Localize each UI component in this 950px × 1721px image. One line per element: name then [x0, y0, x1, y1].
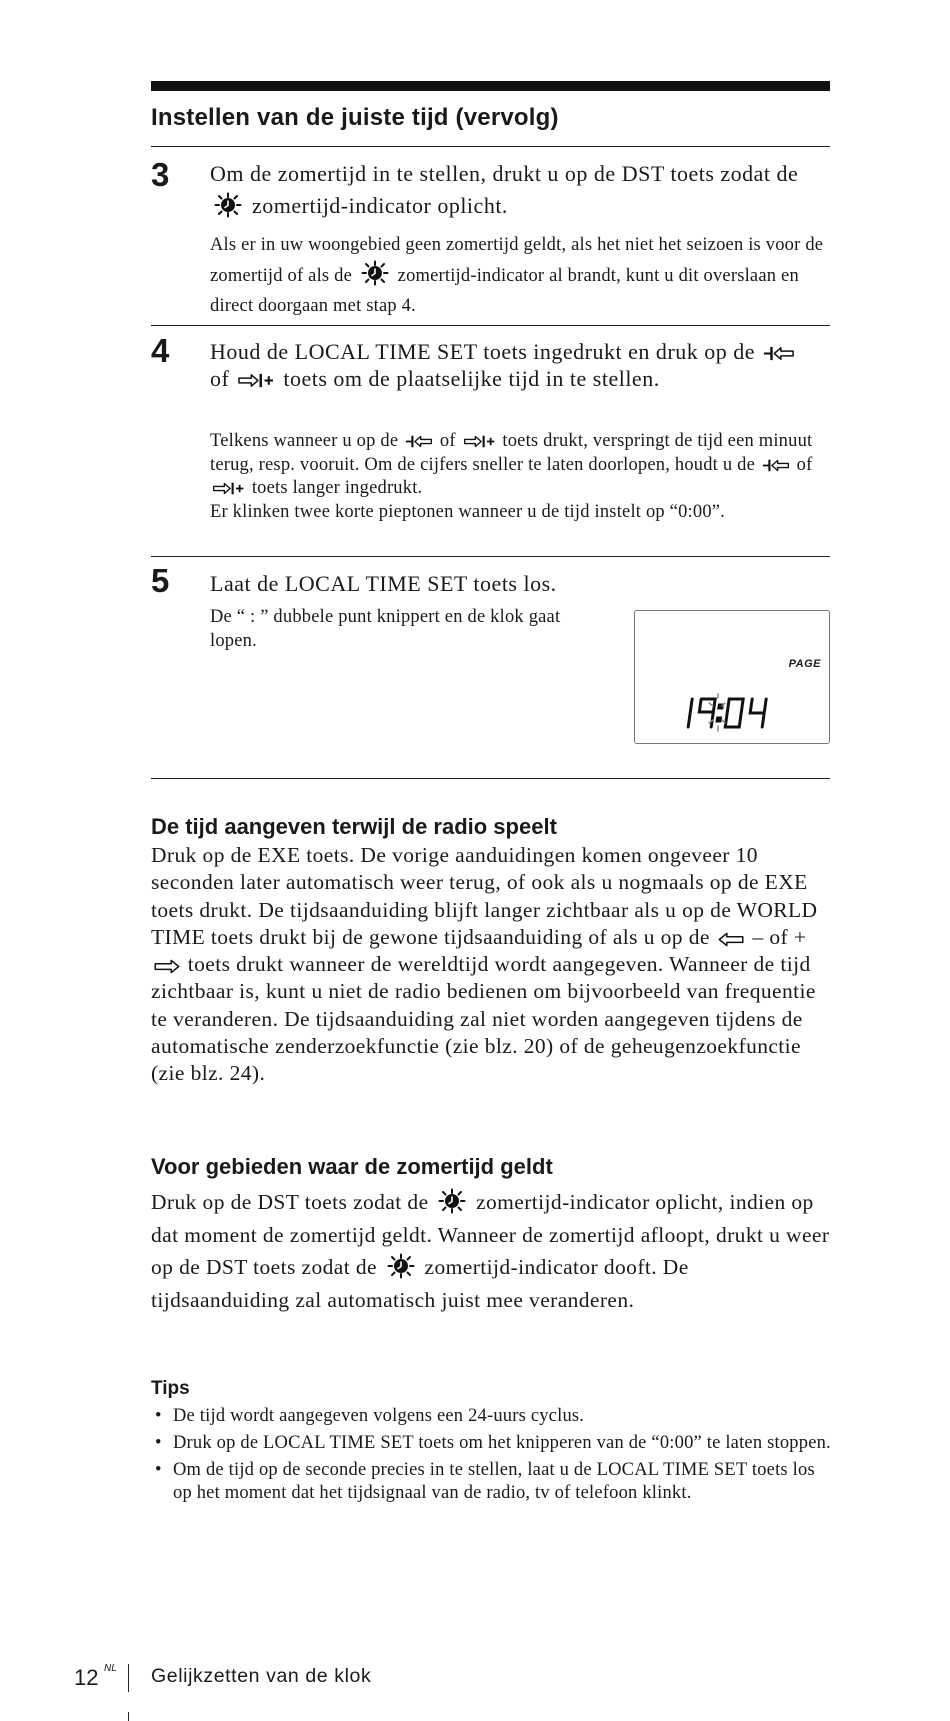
step-5-instruction: Laat de LOCAL TIME SET toets los. [210, 571, 557, 596]
step-5-note: De “ : ” dubbele punt knippert en de klok gaat lopen. [210, 607, 561, 651]
radio-minus: – [752, 924, 764, 949]
tips-list [151, 1405, 831, 1509]
radio-of: of [769, 924, 789, 949]
step-3-text-a: Om de zomertijd in te stellen, drukt u op de DST toets zodat de [210, 161, 799, 186]
header-bar [151, 81, 830, 91]
step-4-note-b: toets drukt, verspringt de tijd een minuut terug, resp. vooruit. Om de cijfers sneller te laten doorlopen, houdt u de [210, 431, 813, 475]
lcd-page-label: PAGE [788, 658, 821, 670]
right-arrow-icon [153, 959, 180, 974]
step-4-of: of [210, 366, 230, 391]
divider [151, 146, 830, 147]
sun-clock-icon [438, 1188, 466, 1214]
skip-back-arrow-icon [762, 458, 790, 473]
sun-clock-icon [361, 260, 389, 286]
dst-text-a: Druk op de DST toets zodat de [151, 1190, 429, 1214]
step-3-note-a: Als er in uw woongebied geen zomertijd geldt, als het niet het seizoen is voor de zomertijd of als de [210, 235, 824, 286]
skip-forward-arrow-icon [463, 434, 496, 449]
step-4-instruction [210, 338, 820, 392]
page-number: 12 [74, 1665, 99, 1690]
lcd-display-illustration [634, 610, 830, 744]
step-4-number: 4 [151, 332, 170, 369]
tips-heading: Tips [151, 1378, 190, 1399]
sun-clock-icon [214, 192, 242, 218]
step-4-note-a: Telkens wanneer u op de [210, 431, 399, 451]
sun-clock-icon [387, 1253, 415, 1279]
footer-divider [128, 1664, 129, 1692]
radio-plus: + [793, 924, 807, 949]
dst-text-b: zomertijd-indicator oplicht, indien op dat moment de zomertijd geldt. Wanneer de zomertijd afloopt, drukt u weer op de DST toets zodat de [151, 1190, 830, 1279]
radio-section-text [151, 842, 831, 1088]
list-item: • Druk op de LOCAL TIME SET toets om het knipperen van de “0:00” te laten stoppen. [151, 1432, 831, 1455]
dst-section-heading: Voor gebieden waar de zomertijd geldt [151, 1154, 553, 1179]
dst-section-text [151, 1186, 831, 1316]
step-3-instruction [210, 158, 820, 222]
skip-forward-arrow-icon [237, 372, 275, 389]
step-4-note-c: toets langer ingedrukt. [251, 478, 423, 498]
skip-back-arrow-icon [405, 434, 433, 449]
list-item: • Om de tijd op de seconde precies in te stellen, laat u de LOCAL TIME SET toets los op het moment dat het tijdsignaal van de radio, tv of telefoon klinkt. [151, 1459, 831, 1504]
step-3-note [210, 230, 825, 321]
skip-back-arrow-icon [763, 345, 795, 362]
divider [151, 325, 830, 326]
page-title: Instellen van de juiste tijd (vervolg) [151, 104, 559, 131]
step-4-text-a: Houd de LOCAL TIME SET toets ingedrukt en druk op de [210, 339, 755, 364]
step-3-note-b: zomertijd-indicator al brandt, kunt u dit overslaan en direct doorgaan met stap 4. [210, 266, 799, 316]
list-item: • De tijd wordt aangegeven volgens een 24-uurs cyclus. [151, 1405, 831, 1428]
step-4-note [210, 430, 825, 524]
divider [151, 556, 830, 557]
step-4-note-of: of [439, 431, 456, 451]
radio-section-heading: De tijd aangeven terwijl de radio speelt [151, 814, 557, 839]
radio-text-a: Druk op de EXE toets. De vorige aanduidingen komen ongeveer 10 seconden later automatisch weer terug, of ook als u nogmaals op de EXE toets drukt. De tijdsaanduiding blijft langer zichtbaar als u op de WORLD TIME toets drukt bij de gewone tijdsaanduiding of als u op de [151, 843, 818, 949]
dst-text-c: zomertijd-indicator dooft. De tijdsaanduiding zal automatisch juist mee veranderen. [151, 1255, 689, 1312]
footer-section-label: Gelijkzetten van de klok [151, 1665, 372, 1687]
step-4-note-d: Er klinken twee korte pieptonen wanneer u de tijd instelt op “0:00”. [210, 501, 726, 522]
step-3-text-b: zomertijd-indicator oplicht. [252, 193, 508, 218]
lcd-time-digits [679, 693, 775, 733]
page-language-suffix: NL [104, 1663, 117, 1674]
footer-mark [128, 1712, 129, 1721]
step-4-note-of2: of [796, 454, 813, 475]
left-arrow-icon [718, 932, 745, 947]
divider [151, 778, 830, 779]
skip-forward-arrow-icon [212, 481, 245, 496]
step-4-text-b: toets om de plaatselijke tijd in te stellen. [283, 366, 660, 391]
radio-text-b: toets drukt wanneer de wereldtijd wordt aangegeven. Wanneer de tijd zichtbaar is, kunt u niet de radio bedienen om bijvoorbeeld van frequentie te veranderen. De tijdsaanduiding zal niet worden aangegeven tijdens de automatische zenderzoekfunctie (zie blz. 20) of de geheugenzoekfunctie (zie blz. 24). [151, 952, 816, 1086]
step-5-number: 5 [151, 562, 170, 599]
step-3-number: 3 [151, 156, 170, 193]
